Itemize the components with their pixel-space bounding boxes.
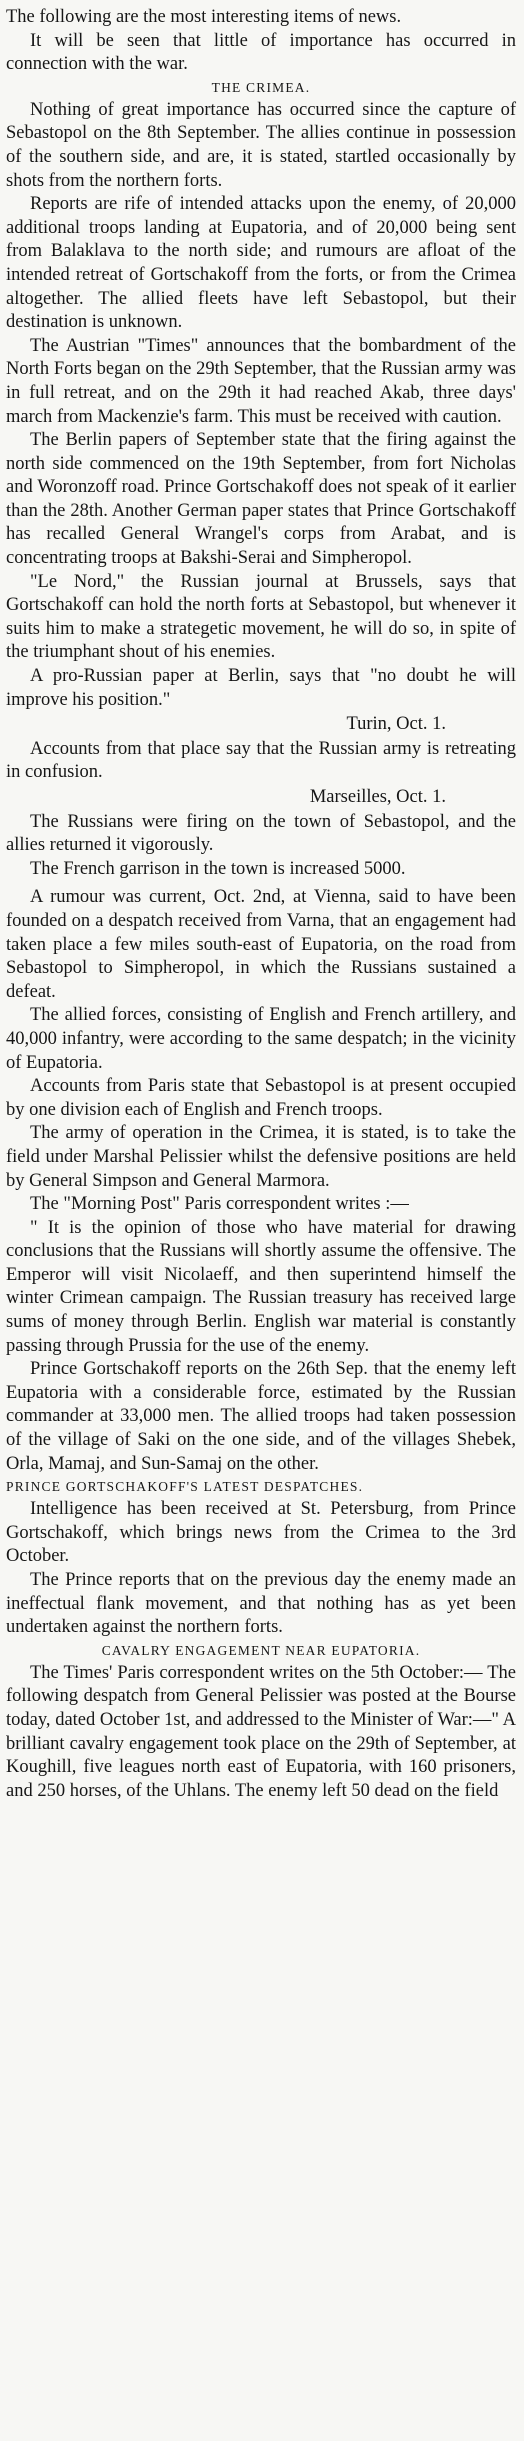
- paragraph-paris-accounts: Accounts from Paris state that Sebastopol is at present occupied by one division each of English and French troops.: [6, 1076, 516, 1120]
- section-heading-despatches: PRINCE GORTSCHAKOFF'S LATEST DESPATCHES.: [6, 1479, 364, 1495]
- paragraph-intended-attacks: Reports are rife of intended attacks upon the enemy, of 20,000 additional troops landing at Eupatoria, and of 20,000 being sent from Balaklava to the north side; and rumours are afloat of the intended retreat of Gortschakoff from the forts, or from the Crimea altogether. The allied fleets have left Sebastopol, but their destination is unknown.: [6, 194, 516, 333]
- paragraph-morning-post: The "Morning Post" Paris correspondent writes :—: [30, 1194, 409, 1215]
- section-heading-cavalry: CAVALRY ENGAGEMENT NEAR EUPATORIA.: [101, 1642, 421, 1658]
- paragraph-times-correspondent: The Times' Paris correspondent writes on the 5th October:— The following despatch from General Pelissier was posted at the Bourse today, dated October 1st, and addressed to the Minister of War:—" A brilliant cavalry engagement took place on the 29th of September, at Koughill, five leagues north east of Eupatoria, with 160 prisoners, and 250 horses, of the Uhlans. The enemy left 50 dead on the field: [6, 1662, 516, 1801]
- paragraph-russians-firing: The Russians were firing on the town of Sebastopol, and the allies returned it vigorously.: [6, 811, 516, 856]
- paragraph-allied-forces: The allied forces, consisting of English and French artillery, and 40,000 infantry, were according to the same despatch; in the vicinity of Eupatoria.: [6, 1005, 516, 1073]
- paragraph-berlin-papers: The Berlin papers of September state that the firing against the north side commenced on the 19th September, from fort Nicholas and Woronzoff road. Prince Gortschakoff does not speak of it earlier than the 28th. Another German paper states that Prince Gortschakoff has recalled General Wrangel's corps from Arabat, and is concentrating troops at Bakshi-Serai and Simpheropol.: [6, 430, 516, 569]
- intro-paragraph: The following are the most interesting items of news.: [6, 7, 402, 27]
- importance-paragraph: It will be seen that little of importance has occurred in connection with the war.: [6, 30, 516, 75]
- section-heading-crimea: THE CRIMEA.: [211, 79, 311, 95]
- paragraph-capture-sebastopol: Nothing of great importance has occurred since the capture of Sebastopol on the 8th September. The allies continue in possession of the southern side, and are, it is stated, startled occasionally by shots from the northern forts.: [6, 99, 516, 191]
- paragraph-turin-accounts: Accounts from that place say that the Russian army is retreating in confusion.: [6, 738, 516, 783]
- paragraph-french-garrison: The French garrison in the town is increased 5000.: [30, 858, 406, 879]
- paragraph-austrian-times: The Austrian "Times" announces that the bombardment of the North Forts began on the 29th September, that the Russian army was in full retreat, and on the 29th it had reached Akab, three days' march from Mackenzie's farm. This must be received with caution.: [6, 335, 516, 427]
- paragraph-gortschakoff-report: Prince Gortschakoff reports on the 26th Sep. that the enemy left Eupatoria with a considerable force, estimated by the Russian commander at 33,000 men. The allied troops had taken possession of the village of Saki on the one side, and of the villages Shebek, Orla, Mamaj, and Sun-Samaj on the other.: [6, 1359, 516, 1474]
- dateline-turin: Turin, Oct. 1.: [346, 714, 446, 735]
- paragraph-army-of-operation: The army of operation in the Crimea, it is stated, is to take the field under Marshal Pelissier whilst the defensive positions are held by General Simpson and General Marmora.: [6, 1123, 516, 1191]
- paragraph-pro-russian-paper: A pro-Russian paper at Berlin, says that "no doubt he will improve his position.": [6, 666, 516, 710]
- paragraph-le-nord: "Le Nord," the Russian journal at Brussels, says that Gortschakoff can hold the north forts at Sebastopol, but whenever it suits him to make a strategetic movement, he will do so, in spite of the triumphant shout of his enemies.: [6, 571, 516, 663]
- dateline-marseilles: Marseilles, Oct. 1.: [309, 787, 446, 807]
- paragraph-prince-reports: The Prince reports that on the previous day the enemy made an ineffectual flank movement, and that nothing has as yet been undertaken against the northern forts.: [6, 1570, 516, 1638]
- paragraph-correspondent-quote: " It is the opinion of those who have material for drawing conclusions that the Russians will shortly assume the offensive. The Emperor will visit Nicolaeff, and then superintend himself the winter Crimean campaign. The Russian treasury has received large sums of money through Berlin. English war material is constantly passing through Prussia for the use of the enemy.: [6, 1217, 516, 1356]
- paragraph-vienna-rumour: A rumour was current, Oct. 2nd, at Vienna, said to have been founded on a despatch received from Varna, that an engagement had taken place a few miles south-east of Eupatoria, on the road from Sebastopol to Simpheropol, in which the Russians sustained a defeat.: [6, 887, 516, 1002]
- paragraph-intelligence-received: Intelligence has been received at St. Petersburg, from Prince Gortschakoff, which brings news from the Crimea to the 3rd October.: [6, 1499, 516, 1567]
